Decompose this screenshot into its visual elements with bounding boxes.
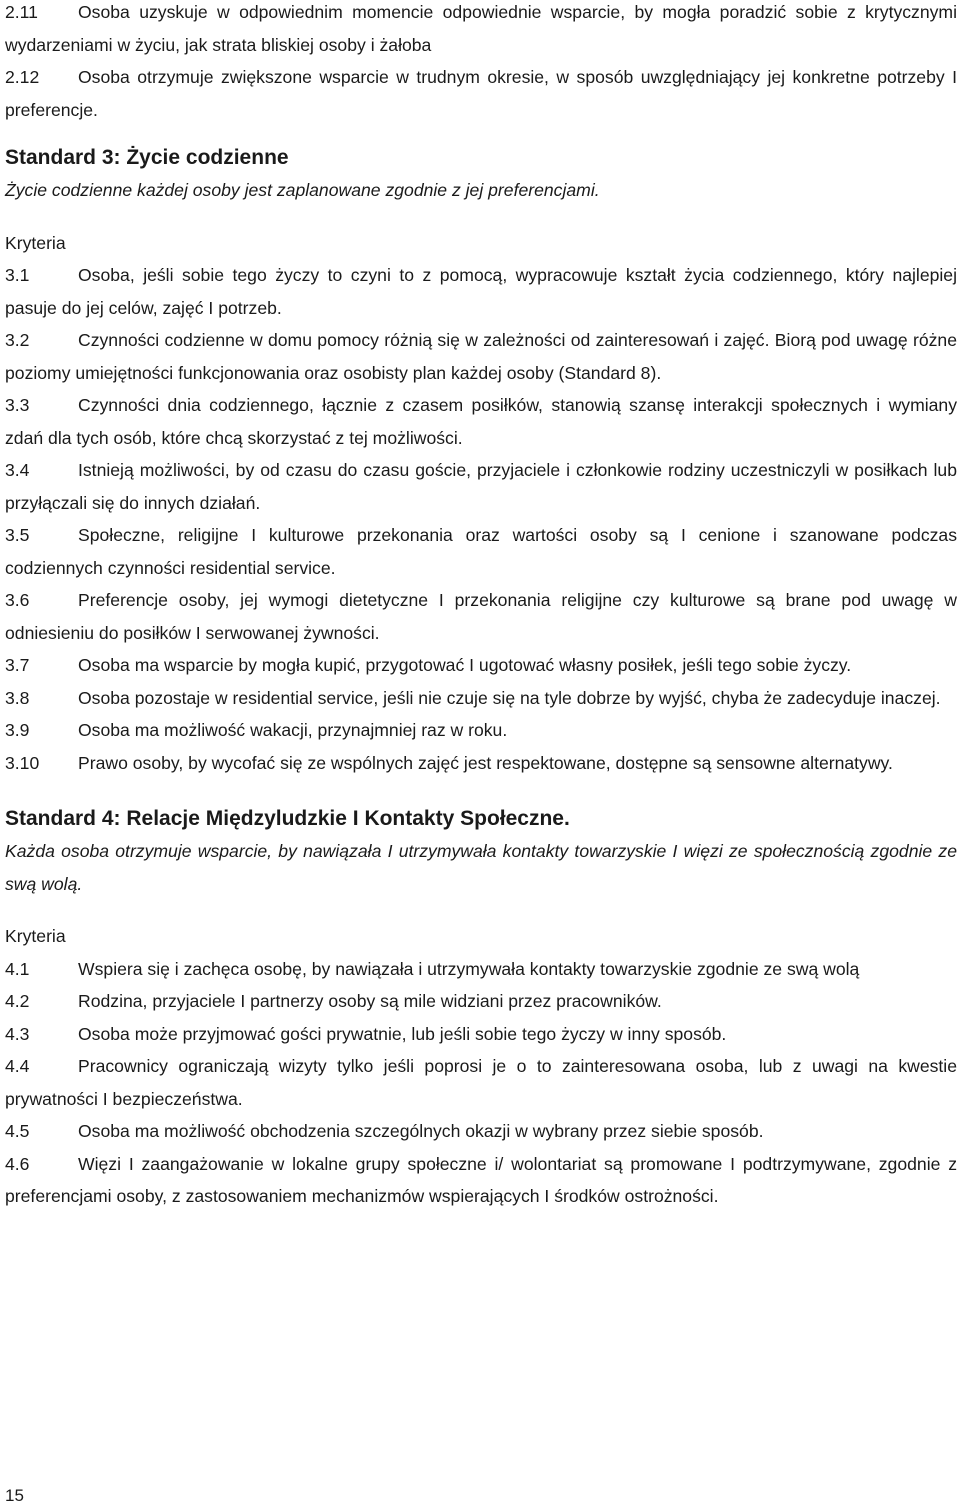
- criterion-number: 3.6: [5, 590, 30, 610]
- criterion-number: 3.2: [5, 330, 30, 350]
- standard-4-subtitle: Każda osoba otrzymuje wsparcie, by nawiązała I utrzymywała kontakty towarzyskie I więzi ze społecznością zgodnie ze swą wolą.: [5, 841, 957, 894]
- criterion-number: 4.1: [5, 958, 30, 979]
- standard-3-subtitle: Życie codzienne każdej osoby jest zaplanowane zgodnie z jej preferencjami.: [5, 180, 600, 200]
- criteria-label: Kryteria: [5, 232, 66, 253]
- criterion-text: Rodzina, przyjaciele I partnerzy osoby są mile widziani przez pracowników.: [78, 991, 662, 1011]
- criterion-text: Osoba może przyjmować gości prywatnie, lub jeśli sobie tego życzy w inny sposób.: [78, 1023, 727, 1044]
- document-page: [5, 0, 957, 1213]
- criterion-text: Czynności dnia codziennego, łącznie z czasem posiłków, stanowią szansę interakcji społecznych i wymiany zdań dla tych osób, które chcą skorzystać z tej możliwości.: [5, 395, 957, 448]
- criterion-text: Osoba ma wsparcie by mogła kupić, przygotować I ugotować własny posiłek, jeśli tego sobie życzy.: [78, 655, 852, 675]
- criterion-text: Osoba ma możliwość obchodzenia szczególnych okazji w wybrany przez siebie sposób.: [78, 1121, 764, 1141]
- criterion-4-4: [5, 1050, 957, 1115]
- criterion-text: Istnieją możliwości, by od czasu do czasu goście, przyjaciele i członkowie rodziny uczestniczyli w posiłkach lub przyłączali się do innych działań.: [5, 460, 957, 513]
- criterion-3-8: [5, 682, 957, 715]
- standard-4-criteria-list: [5, 953, 957, 1213]
- criterion-4-5: [5, 1115, 957, 1148]
- criterion-number: 4.4: [5, 1056, 30, 1076]
- criterion-number: 3.7: [5, 655, 30, 675]
- criterion-4-1: [5, 953, 957, 986]
- standard-3-criteria-list: [5, 259, 957, 779]
- criterion-text: Osoba pozostaje w residential service, jeśli nie czuje się na tyle dobrze by wyjść, chyba że zadecyduje inaczej.: [78, 687, 941, 708]
- criterion-text: Prawo osoby, by wycofać się ze wspólnych zajęć jest respektowane, dostępne są sensowne alternatywy.: [78, 752, 893, 773]
- criterion-number: 2.11: [5, 2, 38, 22]
- criterion-text: Wspiera się i zachęca osobę, by nawiązała i utrzymywała kontakty towarzyskie zgodnie ze swą wolą: [78, 958, 860, 979]
- criterion-4-2: [5, 985, 957, 1018]
- criterion-3-5: [5, 519, 957, 584]
- criterion-3-3: [5, 389, 957, 454]
- criterion-text: Społeczne, religijne I kulturowe przekonania oraz wartości osoby są I cenione i szanowane podczas codziennych czynności residential service.: [5, 525, 957, 578]
- criterion-number: 3.4: [5, 460, 30, 480]
- intro-criteria-list: [5, 0, 957, 126]
- criterion-3-2: [5, 324, 957, 389]
- criterion-3-7: [5, 649, 957, 682]
- criterion-3-9: [5, 714, 957, 747]
- standard-4-title: Standard 4: Relacje Międzyludzkie I Kontakty Społeczne.: [5, 807, 570, 830]
- standard-3-title: Standard 3: Życie codzienne: [5, 146, 289, 169]
- criterion-number: 3.8: [5, 687, 30, 708]
- criterion-2-12: [5, 61, 957, 126]
- criterion-number: 3.3: [5, 395, 30, 415]
- criterion-text: Osoba uzyskuje w odpowiednim momencie odpowiednie wsparcie, by mogła poradzić sobie z krytycznymi wydarzeniami w życiu, jak strata bliskiej osoby i żałoba: [5, 2, 957, 55]
- criterion-number: 3.1: [5, 265, 30, 285]
- standard-4-section: [5, 803, 957, 1213]
- criterion-4-3: [5, 1018, 957, 1051]
- criterion-number: 4.2: [5, 991, 30, 1011]
- criterion-4-6: [5, 1148, 957, 1213]
- criterion-text: Więzi I zaangażowanie w lokalne grupy społeczne i/ wolontariat są promowane I podtrzymywane, zgodnie z preferencjami osoby, z zastosowaniem mechanizmów wspierających I środków ostrożności.: [5, 1153, 957, 1206]
- criterion-text: Osoba otrzymuje zwiększone wsparcie w trudnym okresie, w sposób uwzględniający jej konkretne potrzeby I preferencje.: [5, 67, 957, 120]
- criterion-number: 4.6: [5, 1153, 30, 1174]
- criterion-text: Osoba ma możliwość wakacji, przynajmniej raz w roku.: [78, 720, 508, 740]
- criterion-3-6: [5, 584, 957, 649]
- criterion-number: 4.3: [5, 1023, 30, 1044]
- standard-3-section: [5, 142, 957, 779]
- criterion-number: 2.12: [5, 67, 40, 87]
- criterion-3-1: [5, 259, 957, 324]
- criterion-3-4: [5, 454, 957, 519]
- criteria-label: Kryteria: [5, 926, 66, 946]
- page-number: 15: [5, 1486, 24, 1505]
- criterion-number: 3.5: [5, 525, 30, 545]
- criterion-number: 3.10: [5, 752, 40, 773]
- criterion-text: Osoba, jeśli sobie tego życzy to czyni to z pomocą, wypracowuje kształt życia codziennego, który najlepiej pasuje do jej celów, zajęć I potrzeb.: [5, 265, 957, 318]
- criterion-2-11: [5, 0, 957, 61]
- criterion-text: Preferencje osoby, jej wymogi dietetyczne I przekonania religijne czy kulturowe są brane pod uwagę w odniesieniu do posiłków I serwowanej żywności.: [5, 590, 957, 643]
- criterion-number: 3.9: [5, 720, 30, 740]
- criterion-text: Czynności codzienne w domu pomocy różnią się w zależności od zainteresowań i zajęć. Biorą pod uwagę różne poziomy umiejętności funkcjonowania oraz osobisty plan każdej osoby (Standard 8).: [5, 330, 957, 383]
- criterion-3-10: [5, 747, 957, 780]
- criterion-number: 4.5: [5, 1121, 30, 1141]
- criterion-text: Pracownicy ograniczają wizyty tylko jeśli poprosi je o to zainteresowana osoba, lub z uwagi na kwestie prywatności I bezpieczeństwa.: [5, 1056, 957, 1109]
